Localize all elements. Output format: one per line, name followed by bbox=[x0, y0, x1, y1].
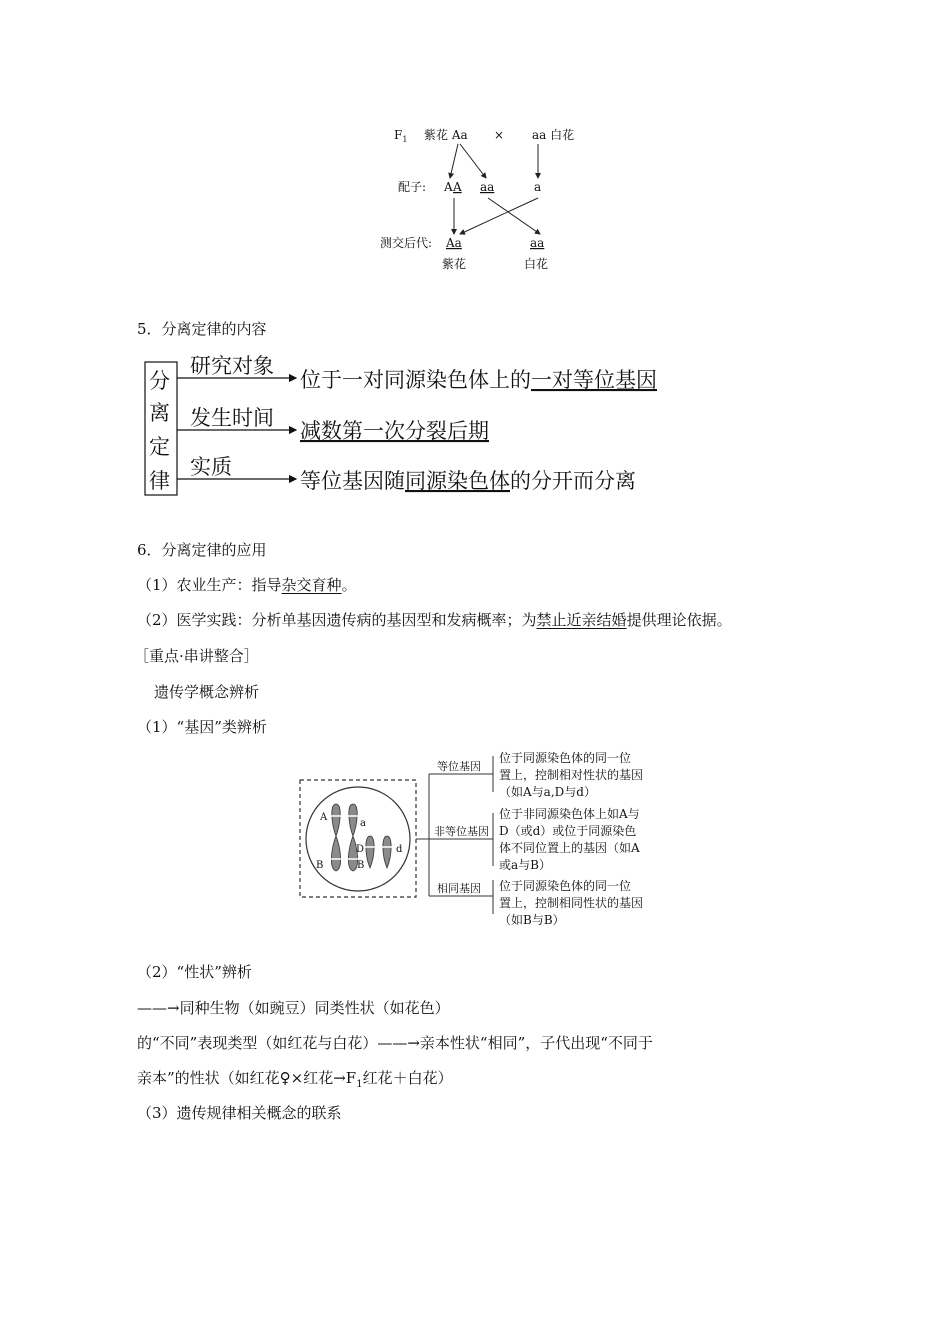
trait-heading: （2）“性状”辨析 bbox=[137, 963, 252, 981]
gamete-aa: aa bbox=[480, 180, 495, 194]
segregation-law-diagram bbox=[142, 352, 722, 502]
offspring-white: 白花 bbox=[524, 257, 549, 271]
offspring-purple: 紫花 bbox=[442, 257, 467, 271]
gene-A: A bbox=[320, 812, 328, 823]
trait-line-2: 的“不同”表现类型（如红花与白花）——→亲本性状“相同”，子代出现“不同于 bbox=[137, 1034, 653, 1052]
gamete-label: 配子: bbox=[398, 180, 427, 194]
cell-circle bbox=[306, 787, 410, 891]
gene-concept-diagram bbox=[296, 746, 666, 938]
gene-d: d bbox=[396, 844, 403, 855]
gene-heading: （1）“基因”类辨析 bbox=[137, 718, 267, 736]
nonallele-desc-1: 位于非同源染色体上如A与 bbox=[499, 807, 640, 821]
gamete-A1: A bbox=[444, 180, 453, 194]
cross-symbol: × bbox=[494, 128, 505, 142]
allele-desc-1: 位于同源染色体的同一位 bbox=[499, 751, 632, 765]
branch-same-gene: 相同基因 bbox=[437, 882, 481, 895]
trait-line-1: ——→同种生物（如豌豆）同类性状（如花色） bbox=[137, 999, 450, 1017]
cell-dashed-box bbox=[300, 780, 416, 897]
key-points-heading: ［重点·串讲整合］ bbox=[134, 647, 259, 665]
gene-a: a bbox=[360, 818, 366, 829]
gamete-a: a bbox=[534, 180, 542, 194]
offspring-Aa: Aa bbox=[446, 236, 462, 250]
row-key-essence: 实质 bbox=[190, 455, 232, 479]
concept-title: 遗传学概念辨析 bbox=[154, 683, 260, 701]
same-desc-2: 置上，控制相同性状的基因 bbox=[499, 896, 644, 910]
law-char-1: 分 bbox=[149, 369, 170, 393]
law-char-3: 定 bbox=[149, 435, 170, 459]
same-desc-3: （如B与B） bbox=[499, 913, 565, 927]
row-key-time: 发生时间 bbox=[190, 406, 274, 430]
section3-heading: （3）遗传规律相关概念的联系 bbox=[137, 1104, 342, 1122]
nonallele-desc-3: 体不同位置上的基因（如A bbox=[499, 841, 640, 855]
section5-heading: 5．分离定律的内容 bbox=[137, 320, 267, 338]
f1-label: $F_1$ bbox=[394, 128, 408, 144]
allele-desc-3: （如A与a,D与d） bbox=[499, 785, 596, 799]
row-value-essence: 等位基因随同源染色体的分开而分离 bbox=[300, 469, 636, 493]
row-value-time: 减数第一次分裂后期 bbox=[300, 419, 489, 443]
branch-nonallele: 非等位基因 bbox=[434, 825, 489, 838]
section6-item2: （2）医学实践：分析单基因遗传病的基因型和发病概率；为禁止近亲结婚提供理论依据。 bbox=[137, 611, 732, 629]
nonallele-desc-4: 或a与B） bbox=[499, 858, 551, 872]
law-char-4: 律 bbox=[149, 469, 170, 493]
section6-item1: （1）农业生产：指导杂交育种。 bbox=[137, 576, 357, 594]
allele-desc-2: 置上，控制相对性状的基因 bbox=[499, 768, 644, 782]
same-desc-1: 位于同源染色体的同一位 bbox=[499, 879, 632, 893]
gene-B-right: B bbox=[357, 860, 365, 871]
gamete-A2: A bbox=[453, 180, 462, 194]
nonallele-desc-2: D（或d）或位于同源染色 bbox=[499, 824, 637, 838]
row-value-object: 位于一对同源染色体上的一对等位基因 bbox=[300, 368, 657, 392]
offspring-aa: aa bbox=[530, 236, 545, 250]
trait-line-3: 亲本”的性状（如红花♀×红花$\to F_1$红花＋白花） bbox=[137, 1069, 453, 1090]
law-char-2: 离 bbox=[149, 401, 170, 425]
offspring-label: 测交后代: bbox=[380, 236, 433, 250]
chromosome-left bbox=[331, 804, 340, 871]
gene-D: D bbox=[356, 844, 365, 855]
chromosome-small-left bbox=[366, 836, 374, 868]
branch-allele: 等位基因 bbox=[437, 760, 481, 773]
parent1-label: 紫花 Aa bbox=[424, 128, 468, 142]
section6-heading: 6．分离定律的应用 bbox=[137, 541, 267, 559]
parent2-label: aa 白花 bbox=[532, 128, 575, 142]
row-key-object: 研究对象 bbox=[190, 354, 274, 378]
gene-B-left: B bbox=[316, 860, 324, 871]
testcross-diagram bbox=[380, 118, 610, 278]
chromosome-small-right bbox=[383, 836, 391, 868]
